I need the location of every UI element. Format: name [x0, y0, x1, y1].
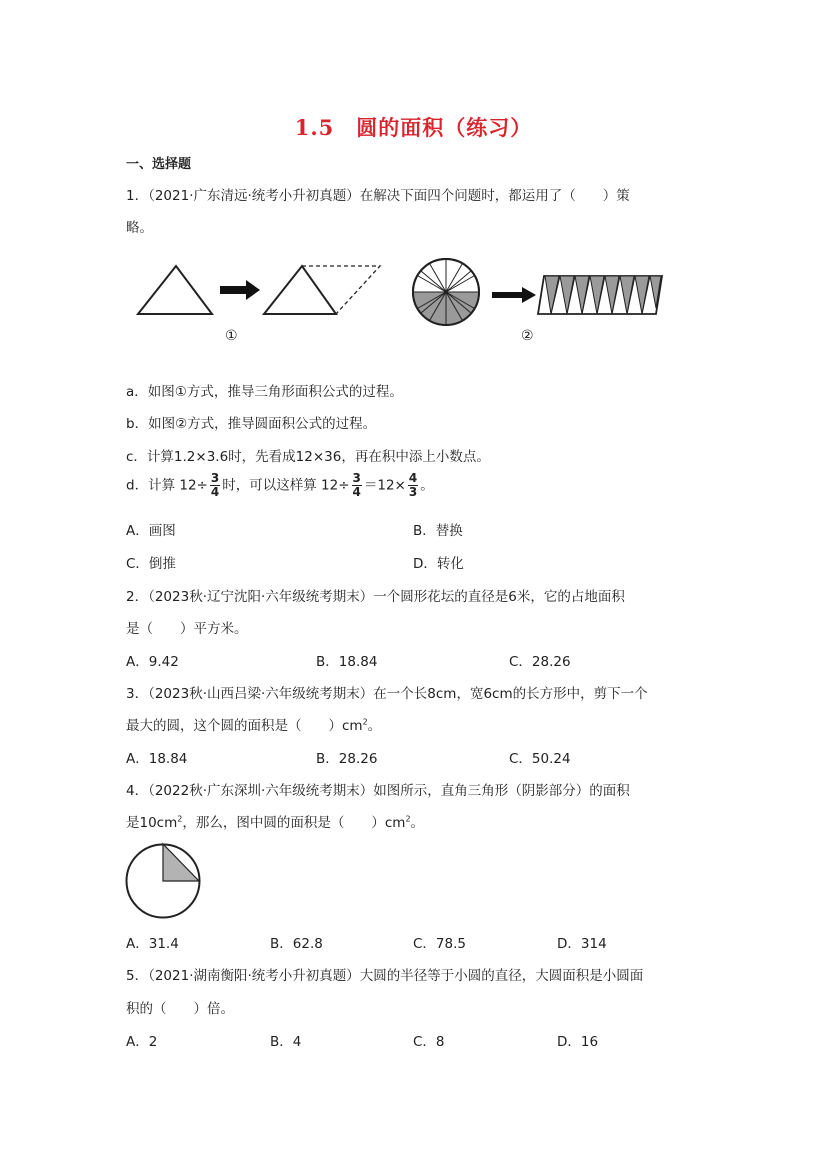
- q4-line2: 是$10cm^2$，那么，图中圆的面积是（ ）$cm^2$。: [126, 814, 425, 831]
- q1-option-d[interactable]: D．转化: [413, 556, 464, 572]
- q2-line2: 是（ ）平方米。: [126, 621, 248, 637]
- triangle-shape: [264, 266, 336, 314]
- q3-option-b[interactable]: B．28.26: [316, 751, 378, 767]
- fraction: $\frac{3}{4}$: [352, 471, 361, 499]
- q5-option-b[interactable]: B．4: [270, 1034, 302, 1050]
- figure-label-1: ①: [225, 328, 238, 344]
- item-d-mid: 时，可以这样算 12÷: [222, 477, 350, 494]
- q1-item-b: b．如图②方式，推导圆面积公式的过程。: [126, 416, 377, 432]
- q2-option-a[interactable]: A．9.42: [126, 654, 179, 670]
- page-title: 1.5 圆的面积（练习）: [294, 115, 533, 140]
- q1-option-a[interactable]: A．画图: [126, 523, 176, 539]
- q3-line2: 最大的圆，这个圆的面积是（ ）$cm^2$。: [126, 717, 382, 734]
- q1-line1: 1．（2021·广东清远·统考小升初真题）在解决下面四个问题时，都运用了（ ）策: [126, 188, 630, 204]
- circle-with-shaded-triangle-figure: [125, 842, 203, 920]
- fraction: $\frac{3}{4}$: [210, 471, 220, 499]
- circle-to-parallelogram-figure: [410, 256, 670, 326]
- q3-option-a[interactable]: A．18.84: [126, 751, 188, 767]
- q3-line1: 3．（2023秋·山西吕梁·六年级统考期末）在一个长8cm，宽6cm的长方形中，剪下一个: [126, 686, 648, 702]
- triangle-shape: [138, 266, 212, 314]
- q4-option-a[interactable]: A．31.4: [126, 936, 179, 952]
- q3-option-c[interactable]: C．50.24: [509, 751, 571, 767]
- q1-item-a: a．如图①方式，推导三角形面积公式的过程。: [126, 384, 403, 400]
- q4-option-d[interactable]: D．314: [557, 936, 607, 952]
- triangle-to-parallelogram-figure: [136, 262, 386, 318]
- q5-option-d[interactable]: D．16: [557, 1034, 599, 1050]
- q2-line1: 2．（2023秋·辽宁沈阳·六年级统考期末）一个圆形花坛的直径是6米，它的占地面积: [126, 589, 625, 605]
- dashed-complement: [302, 266, 380, 314]
- section-heading: 一、选择题: [126, 157, 192, 172]
- q2-option-c[interactable]: C．28.26: [509, 654, 571, 670]
- q4-option-b[interactable]: B．62.8: [270, 936, 323, 952]
- q5-line2: 积的（ ）倍。: [126, 1001, 234, 1017]
- figure-label-2: ②: [521, 328, 534, 344]
- q5-line1: 5．（2021·湖南衡阳·统考小升初真题）大圆的半径等于小圆的直径，大圆面积是小圆面: [126, 968, 644, 984]
- q1-item-c: c．计算1.2×3.6时，先看成12×36，再在积中添上小数点。: [126, 449, 490, 465]
- q1-option-b[interactable]: B．替换: [413, 523, 463, 539]
- q4-line1: 4．（2022秋·广东深圳·六年级统考期末）如图所示，直角三角形（阴影部分）的面积: [126, 783, 630, 799]
- item-d-end: 。: [420, 477, 434, 494]
- q4-option-c[interactable]: C．78.5: [413, 936, 466, 952]
- arrow-right-icon: [220, 280, 260, 300]
- q1-line2: 略。: [126, 220, 153, 236]
- q5-option-a[interactable]: A．2: [126, 1034, 158, 1050]
- item-d-eq: ＝12×: [363, 477, 406, 494]
- item-d-prefix: d．计算 12÷: [126, 477, 208, 494]
- q1-item-d: [126, 472, 434, 499]
- q2-option-b[interactable]: B．18.84: [316, 654, 378, 670]
- q1-option-c[interactable]: C．倒推: [126, 556, 176, 572]
- arrow-right-icon: [492, 287, 536, 303]
- fraction: $\frac{4}{3}$: [408, 471, 418, 499]
- q5-option-c[interactable]: C．8: [413, 1034, 445, 1050]
